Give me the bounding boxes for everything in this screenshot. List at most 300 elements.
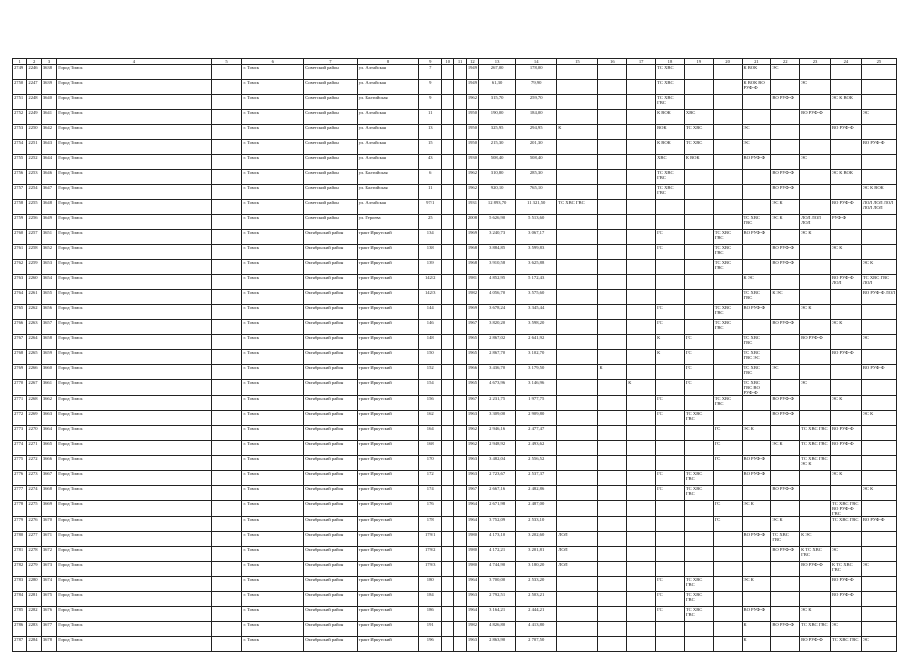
table-cell-col-17: К <box>627 380 656 396</box>
table-cell-col-16 <box>598 245 627 260</box>
table-cell-col-18 <box>656 380 685 396</box>
table-cell-col-2: 2260 <box>27 275 41 290</box>
column-number-15: 15 <box>557 59 598 65</box>
table-cell-col-15 <box>557 637 598 652</box>
table-cell-col-1: 2765 <box>13 305 27 320</box>
table-cell-col-6: г. Томск <box>242 350 304 365</box>
table-cell-col-16 <box>598 290 627 305</box>
table-cell-col-20 <box>713 380 742 396</box>
table-cell-col-15 <box>557 305 598 320</box>
table-cell-col-6: г. Томск <box>242 245 304 260</box>
table-cell-col-14: 3 201,81 <box>516 547 557 562</box>
table-cell-col-19 <box>684 230 713 245</box>
table-cell-col-1: 2755 <box>13 155 27 170</box>
table-cell-col-5 <box>211 501 242 517</box>
table-cell-col-18: ТС ХВС ГВС <box>656 170 685 185</box>
table-row <box>13 562 897 577</box>
table-cell-col-1: 2777 <box>13 486 27 501</box>
table-cell-col-9: 164 <box>419 426 442 441</box>
table-cell-col-7: Октябрьский район <box>304 486 358 501</box>
table-cell-col-15 <box>557 170 598 185</box>
table-cell-col-22 <box>771 110 800 125</box>
table-cell-col-13: 3 164,21 <box>479 607 516 622</box>
table-cell-col-9: 138 <box>419 245 442 260</box>
table-cell-col-5 <box>211 471 242 486</box>
table-cell-col-8: тракт Иркутский <box>357 622 419 637</box>
table-cell-col-7: Октябрьский район <box>304 290 358 305</box>
table-cell-col-8: тракт Иркутский <box>357 320 419 335</box>
table-cell-col-23 <box>800 411 831 426</box>
table-cell-col-10 <box>442 380 454 396</box>
table-cell-col-20: ТС ХВС ГВС <box>713 305 742 320</box>
table-cell-col-11 <box>454 365 466 380</box>
table-cell-col-14: 3 345,44 <box>516 305 557 320</box>
table-cell-col-7: Октябрьский район <box>304 426 358 441</box>
table-cell-col-13: 315,70 <box>479 95 516 110</box>
table-cell-col-21: К ЭС <box>742 275 771 290</box>
table-cell-col-7: Советский район <box>304 185 358 200</box>
table-cell-col-3: 3644 <box>41 155 56 170</box>
table-cell-col-3: 3643 <box>41 140 56 155</box>
table-cell-col-19: ТС ХВС ГВС <box>684 592 713 607</box>
table-cell-col-20 <box>713 637 742 652</box>
table-cell-col-3: 3668 <box>41 486 56 501</box>
table-cell-col-25: ВО РУФ-Ф <box>861 365 896 380</box>
table-cell-col-24 <box>830 305 861 320</box>
table-cell-col-9: 154 <box>419 380 442 396</box>
table-cell-col-17 <box>627 155 656 170</box>
table-cell-col-8: тракт Иркутский <box>357 275 419 290</box>
table-row <box>13 80 897 95</box>
table-cell-col-21: ЭС К <box>742 501 771 517</box>
table-cell-col-7: Октябрьский район <box>304 577 358 592</box>
table-cell-col-4: Город Томск <box>57 110 211 125</box>
table-cell-col-17 <box>627 577 656 592</box>
table-cell-col-15 <box>557 65 598 80</box>
table-cell-col-6: г. Томск <box>242 592 304 607</box>
table-cell-col-18 <box>656 426 685 441</box>
table-cell-col-1: 2757 <box>13 185 27 200</box>
table-cell-col-10 <box>442 65 454 80</box>
table-cell-col-8: тракт Иркутский <box>357 426 419 441</box>
table-cell-col-6: г. Томск <box>242 456 304 471</box>
table-cell-col-6: г. Томск <box>242 532 304 547</box>
table-cell-col-5 <box>211 125 242 140</box>
column-number-14: 14 <box>516 59 557 65</box>
table-cell-col-15 <box>557 140 598 155</box>
table-cell-col-3: 3672 <box>41 547 56 562</box>
table-cell-col-10 <box>442 547 454 562</box>
table-row <box>13 215 897 230</box>
table-cell-col-10 <box>442 456 454 471</box>
table-cell-col-6: г. Томск <box>242 125 304 140</box>
table-cell-col-11 <box>454 562 466 577</box>
table-cell-col-14: 2 537,37 <box>516 471 557 486</box>
table-cell-col-11 <box>454 215 466 230</box>
table-cell-col-3: 3665 <box>41 441 56 456</box>
table-cell-col-14: 79,90 <box>516 80 557 95</box>
table-cell-col-7: Советский район <box>304 215 358 230</box>
table-cell-col-24: ЭС К ВОК <box>830 170 861 185</box>
table-cell-col-7: Октябрьский район <box>304 365 358 380</box>
table-cell-col-13: 3 482,04 <box>479 456 516 471</box>
table-cell-col-6: г. Томск <box>242 65 304 80</box>
table-cell-col-11 <box>454 320 466 335</box>
table-cell-col-6: г. Томск <box>242 441 304 456</box>
table-cell-col-3: 3653 <box>41 260 56 275</box>
table-cell-col-17 <box>627 305 656 320</box>
table-cell-col-23 <box>800 200 831 215</box>
table-cell-col-22 <box>771 637 800 652</box>
table-cell-col-3: 3640 <box>41 95 56 110</box>
table-cell-col-13: 2 948,92 <box>479 441 516 456</box>
table-cell-col-3: 3676 <box>41 607 56 622</box>
table-cell-col-19: ТС ХВС ГВС <box>684 411 713 426</box>
table-cell-col-5 <box>211 411 242 426</box>
table-cell-col-12: 1963 <box>466 637 478 652</box>
table-cell-col-21 <box>742 517 771 532</box>
table-cell-col-12: 1965 <box>466 335 478 350</box>
table-cell-col-1: 2760 <box>13 230 27 245</box>
table-cell-col-9: 9 <box>419 95 442 110</box>
table-cell-col-18: К ВОК <box>656 110 685 125</box>
table-cell-col-2: 2279 <box>27 562 41 577</box>
table-cell-col-11 <box>454 95 466 110</box>
table-cell-col-9: 162 <box>419 411 442 426</box>
table-cell-col-10 <box>442 637 454 652</box>
table-cell-col-17 <box>627 170 656 185</box>
table-cell-col-21 <box>742 170 771 185</box>
table-cell-col-24: ВО РУФ-Ф <box>830 426 861 441</box>
table-cell-col-15 <box>557 486 598 501</box>
table-cell-col-23 <box>800 365 831 380</box>
table-cell-col-15 <box>557 426 598 441</box>
table-cell-col-25 <box>861 441 896 456</box>
table-cell-col-5 <box>211 547 242 562</box>
table-cell-col-12: 1964 <box>466 517 478 532</box>
table-cell-col-1: 2758 <box>13 200 27 215</box>
table-cell-col-6: г. Томск <box>242 275 304 290</box>
table-cell-col-11 <box>454 501 466 517</box>
table-cell-col-19: ГС <box>684 350 713 365</box>
table-cell-col-2: 2246 <box>27 65 41 80</box>
table-cell-col-1: 2776 <box>13 471 27 486</box>
table-cell-col-24 <box>830 185 861 200</box>
table-cell-col-14: 3 625,88 <box>516 260 557 275</box>
table-row <box>13 125 897 140</box>
table-cell-col-14: 2 503,21 <box>516 592 557 607</box>
table-cell-col-7: Октябрьский район <box>304 380 358 396</box>
table-cell-col-22: ВО РУФ-Ф <box>771 245 800 260</box>
table-cell-col-10 <box>442 592 454 607</box>
table-cell-col-19 <box>684 200 713 215</box>
table-cell-col-17 <box>627 471 656 486</box>
table-cell-col-2: 2264 <box>27 335 41 350</box>
table-cell-col-23 <box>800 125 831 140</box>
table-cell-col-4: Город Томск <box>57 170 211 185</box>
table-row <box>13 577 897 592</box>
table-cell-col-23 <box>800 486 831 501</box>
table-cell-col-4: Город Томск <box>57 365 211 380</box>
table-cell-col-20: ГС <box>713 426 742 441</box>
table-cell-col-9: 186 <box>419 607 442 622</box>
table-cell-col-25: ВО РУФ-Ф <box>861 140 896 155</box>
table-cell-col-2: 2267 <box>27 380 41 396</box>
table-cell-col-10 <box>442 185 454 200</box>
table-cell-col-13: 920,10 <box>479 185 516 200</box>
table-cell-col-16 <box>598 260 627 275</box>
table-cell-col-20 <box>713 607 742 622</box>
column-number-22: 22 <box>771 59 800 65</box>
table-cell-col-11 <box>454 155 466 170</box>
table-cell-col-20 <box>713 110 742 125</box>
table-row <box>13 441 897 456</box>
table-cell-col-8: тракт Иркутский <box>357 532 419 547</box>
table-cell-col-12: 1980 <box>466 562 478 577</box>
table-cell-col-14: 5 172,43 <box>516 275 557 290</box>
table-row <box>13 185 897 200</box>
table-cell-col-23: ТС ХВС ГВС <box>800 622 831 637</box>
table-cell-col-21 <box>742 441 771 456</box>
table-cell-col-22: ТС ХВС ГВС <box>771 532 800 547</box>
table-cell-col-24: ЭС <box>830 622 861 637</box>
table-cell-col-9: 172 <box>419 471 442 486</box>
table-cell-col-2: 2268 <box>27 396 41 411</box>
table-cell-col-22: ЭС К <box>771 215 800 230</box>
table-cell-col-5 <box>211 290 242 305</box>
table-cell-col-23 <box>800 245 831 260</box>
table-cell-col-18: ГС <box>656 320 685 335</box>
table-cell-col-9: 150 <box>419 350 442 365</box>
table-cell-col-23 <box>800 185 831 200</box>
table-cell-col-8: тракт Иркутский <box>357 350 419 365</box>
table-cell-col-16 <box>598 486 627 501</box>
table-cell-col-22 <box>771 471 800 486</box>
table-cell-col-10 <box>442 532 454 547</box>
table-cell-col-5 <box>211 592 242 607</box>
table-cell-col-13: 215,30 <box>479 140 516 155</box>
table-cell-col-18 <box>656 215 685 230</box>
table-cell-col-13: 3 309,00 <box>479 411 516 426</box>
table-cell-col-19: ГС <box>684 365 713 380</box>
table-cell-col-1: 2767 <box>13 335 27 350</box>
table-cell-col-22 <box>771 230 800 245</box>
table-cell-col-24 <box>830 110 861 125</box>
table-cell-col-2: 2262 <box>27 305 41 320</box>
table-cell-col-23: ВО РУФ-Ф <box>800 335 831 350</box>
table-cell-col-14: 2 444,21 <box>516 607 557 622</box>
table-cell-col-17 <box>627 275 656 290</box>
table-cell-col-9: 142/3 <box>419 290 442 305</box>
table-cell-col-19 <box>684 305 713 320</box>
table-cell-col-7: Октябрьский район <box>304 456 358 471</box>
table-row <box>13 607 897 622</box>
table-cell-col-19: ТС ХВС ГВС <box>684 607 713 622</box>
table-cell-col-9: 178 <box>419 517 442 532</box>
table-cell-col-25 <box>861 350 896 365</box>
table-cell-col-5 <box>211 380 242 396</box>
table-cell-col-7: Советский район <box>304 170 358 185</box>
table-cell-col-8: тракт Иркутский <box>357 456 419 471</box>
table-cell-col-15 <box>557 622 598 637</box>
table-cell-col-21: ТС ХВС ГВС <box>742 365 771 380</box>
table-cell-col-12: 1968 <box>466 245 478 260</box>
table-cell-col-1: 2762 <box>13 260 27 275</box>
table-cell-col-10 <box>442 155 454 170</box>
table-cell-col-25 <box>861 471 896 486</box>
table-cell-col-19 <box>684 547 713 562</box>
table-cell-col-7: Октябрьский район <box>304 607 358 622</box>
table-cell-col-18: К <box>656 335 685 350</box>
table-cell-col-23: ВО РУФ-Ф <box>800 637 831 652</box>
table-cell-col-10 <box>442 365 454 380</box>
table-cell-col-16 <box>598 110 627 125</box>
table-cell-col-10 <box>442 260 454 275</box>
table-row <box>13 95 897 110</box>
table-cell-col-18 <box>656 517 685 532</box>
table-cell-col-17 <box>627 140 656 155</box>
table-cell-col-12: 1968 <box>466 260 478 275</box>
table-cell-col-22: ВО РУФ-Ф <box>771 396 800 411</box>
table-cell-col-14: 294,95 <box>516 125 557 140</box>
table-cell-col-2: 2274 <box>27 486 41 501</box>
table-cell-col-2: 2257 <box>27 230 41 245</box>
table-cell-col-4: Город Томск <box>57 486 211 501</box>
table-cell-col-24 <box>830 380 861 396</box>
table-cell-col-21 <box>742 320 771 335</box>
table-cell-col-25 <box>861 607 896 622</box>
table-cell-col-1: 2754 <box>13 140 27 155</box>
table-cell-col-21 <box>742 200 771 215</box>
table-cell-col-4: Город Томск <box>57 290 211 305</box>
table-cell-col-23 <box>800 140 831 155</box>
table-cell-col-20: ГС <box>713 501 742 517</box>
table-cell-col-19 <box>684 396 713 411</box>
table-cell-col-4: Город Томск <box>57 426 211 441</box>
table-cell-col-18: ГС <box>656 230 685 245</box>
table-cell-col-1: 2783 <box>13 577 27 592</box>
table-cell-col-7: Октябрьский район <box>304 335 358 350</box>
table-cell-col-22 <box>771 456 800 471</box>
register-sheet <box>12 58 897 652</box>
table-cell-col-14: 2 641,92 <box>516 335 557 350</box>
table-cell-col-18 <box>656 275 685 290</box>
table-cell-col-17 <box>627 290 656 305</box>
table-cell-col-22: ВО РУФ-Ф <box>771 320 800 335</box>
table-cell-col-19 <box>684 65 713 80</box>
table-cell-col-6: г. Томск <box>242 95 304 110</box>
table-cell-col-5 <box>211 335 242 350</box>
table-cell-col-13: 4 172,21 <box>479 547 516 562</box>
table-cell-col-4: Город Томск <box>57 275 211 290</box>
table-cell-col-4: Город Томск <box>57 335 211 350</box>
table-cell-col-12: 1962 <box>466 441 478 456</box>
table-cell-col-2: 2248 <box>27 95 41 110</box>
table-cell-col-6: г. Томск <box>242 517 304 532</box>
table-cell-col-14: 1 977,75 <box>516 396 557 411</box>
table-cell-col-8: тракт Иркутский <box>357 305 419 320</box>
table-cell-col-8: тракт Иркутский <box>357 396 419 411</box>
table-cell-col-9: 11 <box>419 110 442 125</box>
table-cell-col-22: К ЭС <box>771 290 800 305</box>
table-cell-col-4: Город Томск <box>57 501 211 517</box>
table-cell-col-12: 1949 <box>466 65 478 80</box>
table-cell-col-6: г. Томск <box>242 140 304 155</box>
table-cell-col-25: ЭС <box>861 335 896 350</box>
table-cell-col-2: 2254 <box>27 185 41 200</box>
table-cell-col-12: 1963 <box>466 456 478 471</box>
table-cell-col-9: 179/3 <box>419 562 442 577</box>
table-cell-col-23: ТС ХВС ГВС <box>800 441 831 456</box>
table-cell-col-17 <box>627 260 656 275</box>
table-cell-col-2: 2271 <box>27 441 41 456</box>
table-cell-col-7: Советский район <box>304 65 358 80</box>
table-cell-col-15: К <box>557 125 598 140</box>
table-cell-col-20: ГС <box>713 441 742 456</box>
table-cell-col-23 <box>800 501 831 517</box>
table-cell-col-21: ВО РУФ-Ф <box>742 607 771 622</box>
table-cell-col-4: Город Томск <box>57 155 211 170</box>
table-cell-col-20 <box>713 411 742 426</box>
table-cell-col-19 <box>684 441 713 456</box>
table-cell-col-7: Советский район <box>304 95 358 110</box>
table-cell-col-16 <box>598 637 627 652</box>
table-cell-col-15 <box>557 471 598 486</box>
table-cell-col-18 <box>656 290 685 305</box>
table-cell-col-17 <box>627 335 656 350</box>
table-cell-col-10 <box>442 125 454 140</box>
table-cell-col-21: ТС ХВС ГВС <box>742 290 771 305</box>
table-cell-col-23: ЭС К <box>800 305 831 320</box>
table-cell-col-25: ВО РУФ-Ф ЛОЛ <box>861 290 896 305</box>
table-cell-col-9: 191 <box>419 622 442 637</box>
table-row <box>13 320 897 335</box>
table-cell-col-4: Город Томск <box>57 215 211 230</box>
table-cell-col-3: 3663 <box>41 411 56 426</box>
table-cell-col-3: 3651 <box>41 230 56 245</box>
table-cell-col-11 <box>454 517 466 532</box>
table-cell-col-12: 1966 <box>466 365 478 380</box>
table-cell-col-15 <box>557 185 598 200</box>
table-cell-col-14: 508,40 <box>516 155 557 170</box>
table-cell-col-14: 2 493,62 <box>516 441 557 456</box>
table-cell-col-24: ЭС К <box>830 320 861 335</box>
table-cell-col-20 <box>713 80 742 95</box>
table-cell-col-3: 3666 <box>41 456 56 471</box>
table-cell-col-17 <box>627 501 656 517</box>
table-cell-col-15 <box>557 215 598 230</box>
table-cell-col-19 <box>684 517 713 532</box>
table-cell-col-8: тракт Иркутский <box>357 411 419 426</box>
table-cell-col-1: 2774 <box>13 441 27 456</box>
table-cell-col-20 <box>713 335 742 350</box>
table-cell-col-1: 2770 <box>13 380 27 396</box>
table-cell-col-10 <box>442 200 454 215</box>
table-cell-col-1: 2775 <box>13 456 27 471</box>
table-cell-col-22: ВО РУФ-Ф <box>771 95 800 110</box>
table-cell-col-21 <box>742 245 771 260</box>
table-cell-col-8: тракт Иркутский <box>357 517 419 532</box>
table-cell-col-4: Город Томск <box>57 607 211 622</box>
table-cell-col-22 <box>771 380 800 396</box>
table-cell-col-18: ГС <box>656 411 685 426</box>
table-cell-col-22: ЭС К <box>771 517 800 532</box>
table-cell-col-3: 3674 <box>41 577 56 592</box>
table-cell-col-24 <box>830 140 861 155</box>
table-cell-col-3: 3656 <box>41 305 56 320</box>
table-cell-col-23: ВО РУФ-Ф <box>800 562 831 577</box>
table-cell-col-13: 2 867,02 <box>479 335 516 350</box>
